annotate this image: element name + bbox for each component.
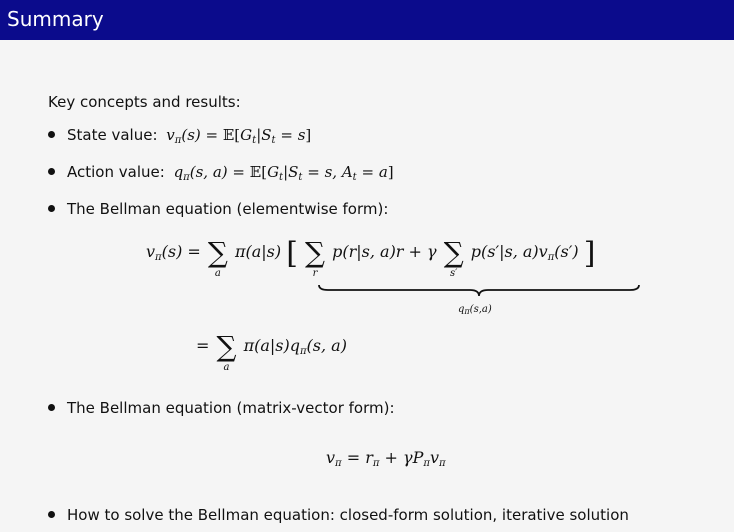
bullet-bellman-elementwise <box>48 200 388 218</box>
underbrace <box>318 284 640 298</box>
bellman-equation-line-1: $v_\pi(s)$ = ∑ a π(a|s) [ ∑ r p(r|s, a)r + γ ∑ s′ p(s′|s, $a)v_\pi(s')$ ] <box>146 236 596 279</box>
bullet-dot-icon <box>48 404 55 411</box>
how-to-solve-label: How to solve the Bellman equation: closed-form solution, iterative solution <box>67 506 629 524</box>
bullet-dot-icon <box>48 168 55 175</box>
bullet-action-value <box>48 163 394 183</box>
bullet-dot-icon <box>48 205 55 212</box>
intro-text: Key concepts and results: <box>48 93 241 111</box>
bellman-matrix-label: The Bellman equation (matrix-vector form): <box>67 399 395 417</box>
slide-header <box>0 0 734 40</box>
bellman-equation-line-2: = ∑ a $\pi(a|s)q_\pi(s$, a) <box>196 330 347 373</box>
bullet-state-value <box>48 126 311 146</box>
slide-title: Summary <box>7 7 104 31</box>
bullet-dot-icon <box>48 131 55 138</box>
state-value-label: State value: <box>67 126 158 144</box>
bullet-bellman-matrix <box>48 399 395 417</box>
bullet-dot-icon <box>48 511 55 518</box>
state-value-formula: $v_\pi(s)$ = $𝔼[G_t|S_t = s]$ <box>166 126 312 146</box>
bullet-how-to-solve <box>48 506 629 524</box>
action-value-label: Action value: <box>67 163 165 181</box>
matrix-vector-equation: $v_\pi = r_\pi + \gamma P_\pi v_\pi$ <box>326 448 446 469</box>
underbrace-label: $q_\pi(s,a)$ <box>458 304 492 316</box>
slide-content <box>0 40 734 532</box>
bellman-elementwise-label: The Bellman equation (elementwise form): <box>67 200 389 218</box>
action-value-formula: $q_\pi(s$, $a) = 𝔼[G_t|S_t = s$, $A_t = a$] <box>173 163 394 183</box>
